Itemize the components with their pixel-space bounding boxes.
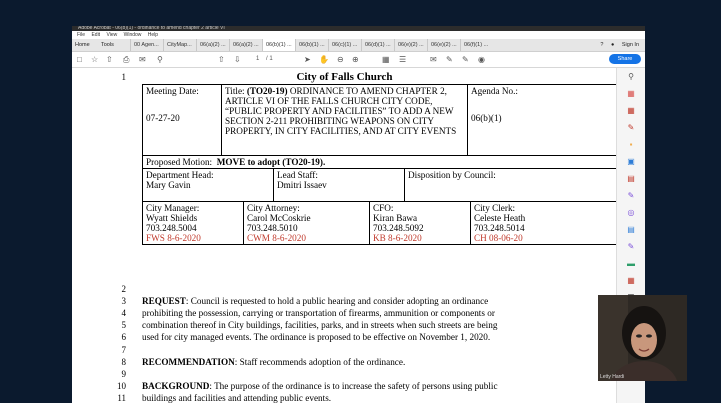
prev-page-icon[interactable]: ⇧ bbox=[218, 55, 225, 64]
agenda-number: 06(b)(1) bbox=[471, 113, 502, 123]
staff-row bbox=[143, 169, 620, 202]
send-for-signature-icon[interactable]: ✎ bbox=[627, 242, 635, 251]
comment-icon[interactable]: ▪ bbox=[629, 140, 633, 149]
signers-table bbox=[143, 202, 619, 244]
document-tab[interactable]: CityMap... bbox=[163, 39, 196, 51]
share-button[interactable]: Share bbox=[609, 54, 641, 64]
hand-tool-icon[interactable]: ✋ bbox=[319, 55, 329, 64]
lead-staff-name: Dmitri Issaev bbox=[277, 180, 327, 190]
comment-icon[interactable]: ✉ bbox=[430, 55, 437, 64]
document-tab[interactable]: 06(c)(1) ... bbox=[328, 39, 361, 51]
menu-help[interactable]: Help bbox=[147, 32, 159, 38]
title-code: (TO20-19) bbox=[246, 86, 288, 96]
signer-phone: 703.248.5010 bbox=[247, 223, 298, 233]
search-icon[interactable]: ⚲ bbox=[628, 72, 634, 81]
title-label: Title: bbox=[225, 86, 245, 96]
background-text: buildings and facilities and attending public events. bbox=[142, 393, 332, 403]
tools-tab[interactable]: Tools bbox=[101, 42, 114, 48]
dept-head-name: Mary Gavin bbox=[146, 180, 191, 190]
motion-text: MOVE to adopt (TO20-19). bbox=[216, 157, 326, 167]
page-number-input[interactable]: 1 bbox=[256, 56, 260, 62]
meeting-date: 07-27-20 bbox=[146, 113, 180, 123]
background-label: BACKGROUND bbox=[142, 381, 210, 391]
acrobat-window bbox=[72, 26, 645, 403]
export-pdf-icon[interactable]: ▦ bbox=[627, 89, 635, 98]
zoom-in-icon[interactable]: ⊕ bbox=[352, 55, 359, 64]
create-pdf-icon[interactable]: ▦ bbox=[627, 106, 635, 115]
enhance-scan-icon[interactable]: ▤ bbox=[627, 225, 635, 234]
line-number: 6 bbox=[121, 332, 126, 342]
menu-edit[interactable]: Edit bbox=[91, 32, 101, 38]
window-title: Adobe Acrobat - 06(b)(1) - ordinance to amend chapter 2 article VI bbox=[78, 26, 225, 31]
lead-staff-cell bbox=[274, 169, 405, 201]
lead-staff-label: Lead Staff: bbox=[277, 170, 318, 180]
menu-file[interactable]: File bbox=[77, 32, 86, 38]
line-number: 10 bbox=[117, 381, 126, 391]
document-tab[interactable]: 06(e)(2) ... bbox=[427, 39, 460, 51]
protect-icon[interactable]: ◎ bbox=[627, 208, 635, 217]
document-tab[interactable]: 06(d)(1) ... bbox=[361, 39, 394, 51]
stamp-icon[interactable]: ◉ bbox=[478, 55, 485, 64]
fill-sign-icon[interactable]: ✎ bbox=[627, 191, 635, 200]
help-button[interactable]: ? bbox=[600, 42, 604, 48]
participant-video-feed bbox=[598, 295, 687, 381]
request-text: : Council is requested to hold a public hearing and consider adopting an ordinance bbox=[185, 296, 489, 306]
meeting-date-label: Meeting Date: bbox=[146, 86, 199, 96]
line-number: 5 bbox=[121, 320, 126, 330]
account-area bbox=[594, 39, 639, 51]
recommendation-label: RECOMMENDATION bbox=[142, 357, 235, 367]
proposed-motion-cell bbox=[143, 156, 620, 169]
participant-video bbox=[598, 295, 687, 381]
menu-view[interactable]: View bbox=[106, 32, 118, 38]
pen-icon[interactable]: ✎ bbox=[446, 55, 453, 64]
page-total: / 1 bbox=[266, 56, 273, 62]
motion-label: Proposed Motion: bbox=[146, 157, 213, 167]
menu-bar bbox=[72, 31, 645, 39]
signer-name: Kiran Bawa bbox=[373, 213, 418, 223]
line-number: 9 bbox=[121, 369, 126, 379]
title-text: ORDINANCE TO AMEND CHAPTER 2, ARTICLE VI OF THE FALLS CHURCH CITY CODE, “PUBLIC PROPERTY AND FACILITIES” TO ADD A NEW SECTION 2-211 PROHIBITING WEAPONS ON CITY PROPERTY, IN CITY FACILITIES, AND AT CITY EVENTS bbox=[225, 86, 457, 136]
city-manager-cell bbox=[143, 202, 244, 244]
zoom-out-icon[interactable]: ⊖ bbox=[337, 55, 344, 64]
organize-pages-icon[interactable]: ▤ bbox=[627, 174, 635, 183]
cfo-cell bbox=[370, 202, 471, 244]
bookmark-icon[interactable]: ☆ bbox=[91, 55, 99, 64]
edit-pdf-icon[interactable]: ✎ bbox=[627, 123, 635, 132]
line-number: 2 bbox=[121, 284, 126, 294]
document-tab[interactable]: 06(a)(2) ... bbox=[229, 39, 262, 51]
signer-name: Celeste Heath bbox=[474, 213, 526, 223]
request-label: REQUEST bbox=[142, 296, 186, 306]
pdf-page bbox=[72, 68, 617, 403]
agenda-label: Agenda No.: bbox=[471, 86, 518, 96]
email-icon[interactable]: ✉ bbox=[139, 55, 146, 64]
department-head-cell bbox=[143, 169, 274, 201]
signer-role: City Attorney: bbox=[247, 203, 300, 213]
line-number: 11 bbox=[117, 393, 126, 403]
line-number: 7 bbox=[121, 345, 126, 355]
participant-name: Letty Hardi bbox=[600, 374, 625, 380]
notifications-icon[interactable]: ● bbox=[611, 42, 615, 48]
signer-initials: CH 08-06-20 bbox=[474, 233, 523, 243]
print-icon[interactable]: ⎙ bbox=[123, 55, 130, 64]
search-icon[interactable]: ⚲ bbox=[157, 55, 163, 64]
line-number: 3 bbox=[121, 296, 126, 306]
signer-initials: KB 8-6-2020 bbox=[373, 233, 422, 243]
disposition-cell bbox=[405, 169, 620, 201]
signer-name: Carol McCoskrie bbox=[247, 213, 311, 223]
recommendation-line bbox=[142, 357, 405, 367]
recommendation-text: : Staff recommends adoption of the ordinance. bbox=[234, 357, 406, 367]
signer-name: Wyatt Shields bbox=[146, 213, 198, 223]
menu-window[interactable]: Window bbox=[123, 32, 142, 38]
request-paragraph-line bbox=[142, 296, 488, 306]
document-tab[interactable]: 06(f)(1) ... bbox=[460, 39, 493, 51]
line-number: 4 bbox=[121, 308, 126, 318]
city-attorney-cell bbox=[244, 202, 370, 244]
fit-page-icon[interactable]: ▦ bbox=[382, 55, 390, 64]
dept-head-label: Department Head: bbox=[146, 170, 214, 180]
title-cell bbox=[222, 85, 468, 156]
signer-phone: 703.248.5014 bbox=[474, 223, 525, 233]
document-tab[interactable]: 06(a)(2) ... bbox=[196, 39, 229, 51]
agenda-cell bbox=[468, 85, 620, 156]
signer-phone: 703.248.5004 bbox=[146, 223, 197, 233]
highlight-icon[interactable]: ✎ bbox=[462, 55, 469, 64]
document-tab[interactable]: 06(e)(2) ... bbox=[394, 39, 427, 51]
document-tab[interactable]: 06(b)(1) ... bbox=[295, 39, 328, 51]
request-text: combination thereof in City buildings, facilities, parks, and in streets when such streets are being bbox=[142, 320, 498, 330]
disposition-label: Disposition by Council: bbox=[408, 170, 496, 180]
document-tab[interactable]: 00 Agen... bbox=[130, 39, 163, 51]
staff-table bbox=[143, 169, 619, 201]
document-title: City of Falls Church bbox=[296, 71, 393, 83]
city-clerk-cell bbox=[471, 202, 620, 244]
upload-icon[interactable]: ⇧ bbox=[106, 55, 113, 64]
meeting-date-cell bbox=[143, 85, 222, 156]
background-line bbox=[142, 381, 498, 391]
select-tool-icon[interactable]: ➤ bbox=[304, 55, 311, 64]
print-production-icon[interactable]: ▦ bbox=[627, 276, 635, 285]
scroll-mode-icon[interactable]: ☰ bbox=[399, 55, 407, 64]
sign-in-button[interactable]: Sign In bbox=[621, 42, 639, 48]
line-number: 1 bbox=[121, 72, 126, 82]
document-content bbox=[72, 68, 617, 403]
measure-icon[interactable]: ▬ bbox=[627, 259, 635, 268]
combine-icon[interactable]: ▣ bbox=[627, 157, 635, 166]
home-tab[interactable]: Home bbox=[75, 42, 90, 48]
tab-bar bbox=[72, 39, 645, 52]
document-tab-active[interactable]: 06(b)(1) ... bbox=[262, 39, 295, 51]
create-icon[interactable]: □ bbox=[77, 55, 82, 64]
signer-phone: 703.248.5092 bbox=[373, 223, 424, 233]
signer-initials: CWM 8-6-2020 bbox=[247, 233, 306, 243]
request-text: prohibiting the possession, carrying or transportation of firearms, ammunition or components or bbox=[142, 308, 495, 318]
signers-row bbox=[143, 202, 620, 245]
signer-initials: FWS 8-6-2020 bbox=[146, 233, 201, 243]
signer-role: City Manager: bbox=[146, 203, 200, 213]
line-number: 8 bbox=[121, 357, 126, 367]
signer-role: City Clerk: bbox=[474, 203, 516, 213]
background-text: : The purpose of the ordinance is to increase the safety of persons using public bbox=[209, 381, 498, 391]
staff-report-table bbox=[142, 84, 620, 245]
request-text: used for city managed events. The ordinance is proposed to be effective on November 1, 2020. bbox=[142, 332, 491, 342]
signer-role: CFO: bbox=[373, 203, 394, 213]
toolbar bbox=[72, 52, 645, 68]
next-page-icon[interactable]: ⇩ bbox=[234, 55, 241, 64]
